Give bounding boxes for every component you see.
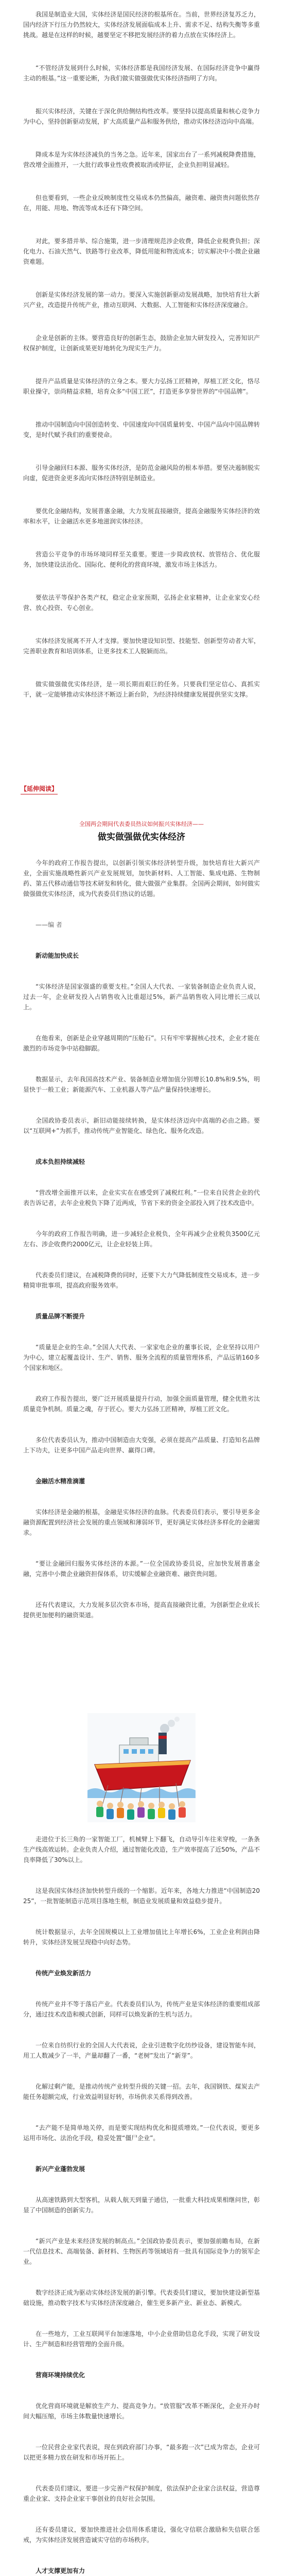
- extended-reading-tag: 【延伸阅读】: [21, 784, 58, 794]
- cartoon-illustration: [87, 1713, 196, 1822]
- article-paragraph: “营改增全面推开以来，企业实实在在感受到了减税红利。”一位来自民营企业的代表告诉记者，去年企业税负下降了近两成，节省下来的资金全部投入到了技术改造中。: [23, 1189, 260, 1207]
- article-paragraph: 我国是制造业大国，实体经济是国民经济的根基所在。当前，世界经济复苏乏力，国内经济下行压力仍然较大，实体经济发展面临成本上升、需求不足、结构失衡等多重挑战。越是在这样的时候，越要坚定不移把发展经济的着力点放在实体经济上。: [23, 11, 260, 39]
- article-paragraph: “要让金融回归服务实体经济的本源。”一位全国政协委员说，应加快发展普惠金融，完善中小微企业融资担保体系，切实缓解企业融资难、融资贵问题。: [23, 1560, 260, 1578]
- article-paragraph: “质量是企业的生命。”全国人大代表、一家家电企业的董事长说，企业坚持以用户为中心，建立起覆盖设计、生产、销售、服务全流程的质量管理体系，产品远销160多个国家和地区。: [23, 1344, 260, 1371]
- article-paragraph: 在他看来，创新是企业穿越周期的“压舱石”。只有牢牢掌握核心技术，企业才能在激烈的市场竞争中站稳脚跟。: [23, 1035, 260, 1052]
- article-paragraph: 一位民营企业家代表说，现在到政府部门办事，“最多跑一次”已成为常态，企业可以把更多精力放在研发和市场开拓上。: [23, 2444, 260, 2461]
- extended-article-body: [23, 858, 260, 1708]
- article-paragraph: 今年的政府工作报告明确，进一步减轻企业税负，全年再减少企业税负3500亿元左右、涉企收费约2000亿元，让企业轻装上阵。: [23, 1230, 260, 1248]
- worker-figure: [168, 1803, 175, 1820]
- illustration-image: [87, 1713, 196, 1822]
- article-paragraph: 提升产品质量是实体经济的立身之本。要大力弘扬工匠精神，厚植工匠文化，恪尽职业操守，崇尚精益求精，培育众多“中国工匠”，打造更多享誉世界的“中国品牌”。: [23, 378, 260, 395]
- article-paragraph: 数据显示，去年我国高技术产业、装备制造业增加值分别增长10.8%和9.5%，明显快于一般工业；新能源汽车、工业机器人等产品产量保持快速增长。: [23, 1076, 260, 1093]
- article-paragraph: 还有委员建议，要加快推进社会信用体系建设，强化守信联合激励和失信联合惩戒，为实体经济发展营造诚实守信的市场秩序。: [23, 2526, 260, 2544]
- article-paragraph: “新兴产业是未来经济发展的制高点。”全国政协委员表示，要加强前瞻布局，在新一代信息技术、高端装备、新材料、生物医药等领域培育一批具有国际竞争力的领军企业。: [23, 2238, 260, 2265]
- article-paragraph: 这是我国实体经济加快转型升级的一个缩影。近年来，各地大力推进“中国制造2025”，一批智能制造示范项目落地生根，制造业发展质量和效益稳步提升。: [23, 1887, 260, 1905]
- article-paragraph: 推动中国制造向中国创造转变、中国速度向中国质量转变、中国产品向中国品牌转变，是时代赋予我们的重要使命。: [23, 421, 260, 438]
- article-paragraph: 降成本是为实体经济减负的当务之急。近年来，国家出台了一系列减税降费措施，营改增全面推开，一大批行政事业性收费被取消或停征，企业负担明显减轻。: [23, 151, 260, 168]
- article-paragraph: 今年的政府工作报告提出，以创新引领实体经济转型升级，加快培育壮大新兴产业，全面实施战略性新兴产业发展规划，加快新材料、人工智能、集成电路、生物制药、第五代移动通信等技术研发和转化，做大做强产业集群。全国两会期间，如何做实做强做优实体经济，成为代表委员们热议的话题。: [23, 859, 260, 897]
- article-paragraph: 还有代表建议，大力发展多层次资本市场，提高直接融资比重，为创新型企业成长提供更加便利的融资渠道。: [23, 1601, 260, 1619]
- article-title: 做实做强做优实体经济: [98, 832, 185, 842]
- article-paragraph: “实体经济是国家强盛的重要支柱。”全国人大代表、一家装备制造企业负责人说，过去一年，企业研发投入占销售收入比重超过5%，新产品销售收入同比增长三成以上。: [23, 983, 260, 1011]
- article-paragraph: 做实做强做优实体经济，是一项长期而艰巨的任务。只要我们坚定信心、真抓实干，就一定能够推动实体经济不断迈上新台阶，为经济持续健康发展提供坚实支撑。: [23, 681, 260, 698]
- section-subheading: 新动能加快成长: [36, 952, 79, 959]
- worker-figure: [96, 1801, 103, 1817]
- article-paragraph: 走进位于长三角的一家智能工厂，机械臂上下翻飞，自动导引车往来穿梭，一条条生产线高效运转。企业负责人介绍，通过智能化改造，生产效率提高了近50%，产品不良率降低了30%以上。: [23, 1836, 260, 1863]
- article-paragraph: 创新是实体经济发展的第一动力。要深入实施创新驱动发展战略，加快培育壮大新兴产业，改造提升传统产业，推动互联网、大数据、人工智能和实体经济深度融合。: [23, 291, 260, 309]
- worker-figure: [137, 1801, 145, 1818]
- worker-figure: [107, 1803, 114, 1819]
- article-paragraph: 对此，要多措并举、综合施策，进一步清理规范涉企收费，降低企业税费负担；深化电力、石油天然气、铁路等行业改革，降低用能和物流成本；切实解决中小微企业融资难题。: [23, 238, 260, 265]
- article-paragraph: 但也要看到，一些企业反映制度性交易成本仍然偏高，融资难、融资贵问题依然存在，用能、用地、物流等成本还有下降空间。: [23, 194, 260, 212]
- article-paragraph: 实体经济是金融的根基，金融是实体经济的血脉。代表委员们表示，要引导更多金融资源配置到经济社会发展的重点领域和薄弱环节，更好满足实体经济多样化的金融需求。: [23, 1509, 260, 1536]
- article-paragraph: 全国政协委员表示，新旧动能接续转换，是实体经济迈向中高端的必由之路。要以“互联网+”为抓手，推动传统产业智能化、绿色化、服务化改造。: [23, 1117, 260, 1134]
- section-subheading: 人才支撑更加有力: [36, 2567, 85, 2574]
- worker-figure: [117, 1802, 124, 1818]
- article-paragraph: 多位代表委员认为，推动中国制造由大变强，必须在提高产品质量、打造知名品牌上下功夫，让更多中国产品走向世界、赢得口碑。: [23, 1436, 260, 1454]
- article-paragraph: “不管经济发展到什么时候，实体经济都是我国经济发展、在国际经济竞争中赢得主动的根基。”这一重要论断，为我们做实做强做优实体经济指明了方向。: [23, 64, 260, 82]
- worker-figure: [148, 1803, 155, 1819]
- article-paragraph: 要优化金融结构，发展普惠金融，大力发展直接融资，提高金融服务实体经济的效率和水平，让金融活水更多地滋润实体经济。: [23, 507, 260, 525]
- section-subheading: 营商环境持续优化: [36, 2371, 85, 2379]
- article-paragraph: 优化营商环境就是解放生产力、提高竞争力。“放管服”改革不断深化，企业开办时间大幅压缩，市场主体数量快速增长。: [23, 2402, 260, 2420]
- section-subheading: 成本负担持续减轻: [36, 1158, 85, 1165]
- article-paragraph: 引导金融回归本源、服务实体经济，是防范金融风险的根本举措。要坚决遏制脱实向虚，促进资金更多流向实体经济特别是制造业。: [23, 464, 260, 482]
- article-paragraph: 政府工作报告提出，要广泛开展质量提升行动，加强全面质量管理，健全优胜劣汰质量竞争机制。质量之魂，存于匠心。要大力弘扬工匠精神，厚植工匠文化。: [23, 1395, 260, 1413]
- worker-figure: [179, 1801, 186, 1818]
- chimney-stripe: [158, 1736, 167, 1739]
- article-paragraph: 化解过剩产能，是推动传统产业转型升级的关键一招。去年，我国钢铁、煤炭去产能任务超额完成，行业效益明显好转，市场供求关系得到改善。: [23, 2083, 260, 2100]
- article-paragraph: “去产能不是简单地关停，而是要实现结构优化和提质增效。”一位代表说，要更多运用市场化、法治化手段，稳妥处置“僵尸企业”。: [23, 2124, 260, 2142]
- article-body: [23, 9, 260, 767]
- article-kicker: 全国两会期间代表委员热议如何振兴实体经济——: [79, 821, 204, 827]
- article-paragraph: 要依法平等保护各类产权，稳定企业家预期，弘扬企业家精神，让企业家安心经营、放心投资、专心创业。: [23, 594, 260, 612]
- section-subheading: 质量品牌不断提升: [36, 1313, 85, 1320]
- article-paragraph: 数字经济正成为驱动实体经济发展的新引擎。代表委员们建议，要加快建设新型基础设施，推动数字技术与实体经济深度融合，催生更多新产业、新业态、新模式。: [23, 2289, 260, 2307]
- worker-figure: [127, 1803, 134, 1820]
- article-paragraph: 代表委员们建议，要进一步完善产权保护制度，依法保护企业家合法权益，营造尊重企业家、支持企业家干事创业的良好社会氛围。: [23, 2485, 260, 2502]
- editor-signature: ——编 者: [36, 921, 62, 928]
- article-paragraph: 实体经济发展离不开人才支撑。要加快建设知识型、技能型、创新型劳动者大军，完善职业教育和培训体系，让更多技术工人脱颖而出。: [23, 637, 260, 655]
- article-paragraph: 振兴实体经济，关键在于深化供给侧结构性改革。要坚持以提高质量和核心竞争力为中心，坚持创新驱动发展，扩大高质量产品和服务供给，推动实体经济迈向中高端。: [23, 108, 260, 125]
- article-paragraph: 营造公平竞争的市场环境同样至关重要。要进一步简政放权、放管结合、优化服务，加快建设法治化、国际化、便利化的营商环境，激发市场主体活力。: [23, 551, 260, 568]
- section-subheading: 金融活水精准滴灌: [36, 1478, 85, 1485]
- article-paragraph: 统计数据显示，去年全国规模以上工业增加值比上年增长6%，工业企业利润由降转升，实体经济发展呈现稳中向好态势。: [23, 1928, 260, 1946]
- section-subheading: 新兴产业蓬勃发展: [36, 2165, 85, 2173]
- section-subheading: 传统产业焕发新活力: [36, 1970, 92, 1977]
- worker-figure: [158, 1802, 165, 1818]
- article-paragraph: 在一些地方，工业互联网平台加速落地，中小企业借助信息化手段，实现了研发设计、生产制造和经营管理的全面升级。: [23, 2330, 260, 2348]
- worker-figures: [96, 1801, 186, 1820]
- article-paragraph: 企业是创新的主体。要营造良好的创新生态，鼓励企业加大研发投入，完善知识产权保护制度，让创新成果更好地转化为现实生产力。: [23, 334, 260, 352]
- article-paragraph: 一位来自纺织行业的全国人大代表说，企业引进数字化纺纱设备，建设智能车间，用工人数减少了一半，产量却翻了一番，“老树”发出了“新芽”。: [23, 2042, 260, 2059]
- article-paragraph: 传统产业并不等于落后产业。代表委员们认为，传统产业是实体经济的重要组成部分，通过技术改造和模式创新，同样可以焕发新的生机与活力。: [23, 2001, 260, 2018]
- article-paragraph: 代表委员们建议，在减税降费的同时，还要下大力气降低制度性交易成本，进一步精简审批事项，提高政府服务效率。: [23, 1272, 260, 1289]
- article-paragraph: 从高速铁路到大型客机，从载人航天到量子通信，一批重大科技成果相继问世，彰显了中国制造的创新实力。: [23, 2196, 260, 2214]
- continued-article-body: [23, 1834, 260, 2576]
